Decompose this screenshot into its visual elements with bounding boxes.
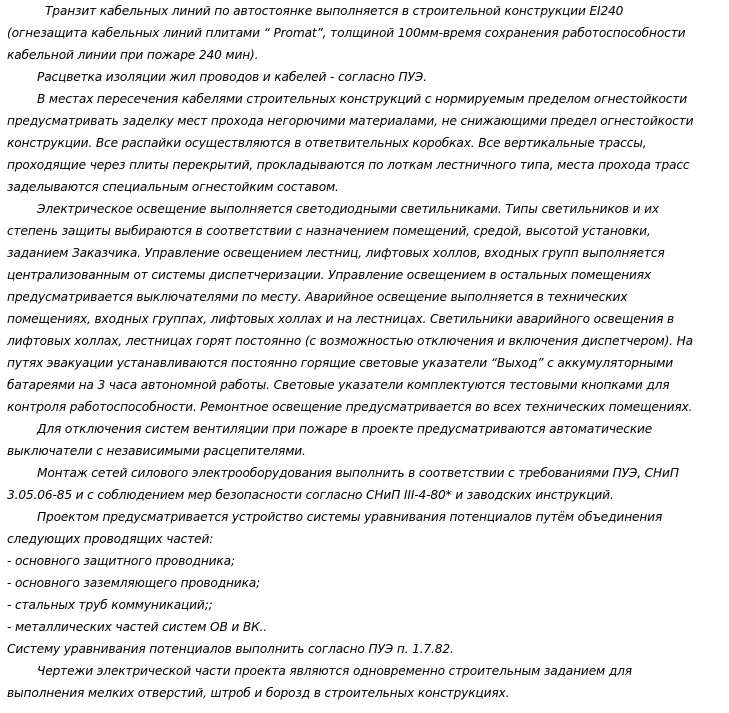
- text-line: помещениях, входных группах, лифтовых холлах и на лестницах. Светильники аварийного освещения в: [7, 312, 675, 326]
- list-item: - стальных труб коммуникаций;;: [7, 598, 213, 612]
- text-line: предусматривать заделку мест прохода негорючими материалами, не снижающими предел огнестойкости: [7, 114, 694, 128]
- text-line: конструкции. Все распайки осуществляются в ответвительных коробках. Все вертикальные трассы,: [7, 136, 647, 150]
- text-line: Транзит кабельных линий по автостоянке выполняется в строительной конструкции EI240: [45, 4, 624, 18]
- text-line: Чертежи электрической части проекта являются одновременно строительным заданием для: [37, 664, 632, 678]
- text-line: заданием Заказчика. Управление освещением лестниц, лифтовых холлов, входных групп выполняется: [7, 246, 665, 260]
- text-line: Для отключения систем вентиляции при пожаре в проекте предусматриваются автоматические: [37, 422, 653, 436]
- text-line: Систему уравнивания потенциалов выполнить согласно ПУЭ п. 1.7.82.: [7, 642, 454, 656]
- text-line: заделываются специальным огнестойким составом.: [7, 180, 339, 194]
- text-line: контроля работоспособности. Ремонтное освещение предусматривается во всех технических помещениях.: [7, 400, 693, 414]
- text-line: следующих проводящих частей:: [7, 532, 214, 546]
- text-line: лифтовых холлах, лестницах горят постоянно (с возможностью отключения и включения диспетчером). На: [7, 334, 693, 348]
- text-line: Расцветка изоляции жил проводов и кабелей - согласно ПУЭ.: [37, 70, 427, 84]
- text-line: Монтаж сетей силового электрооборудования выполнить в соответствии с требованиями ПУЭ, СНиП: [37, 466, 679, 480]
- text-line: степень защиты выбираются в соответствии с назначением помещений, средой, высотой установки,: [7, 224, 651, 238]
- text-line: батареями на 3 часа автономной работы. Световые указатели комплектуются тестовыми кнопками для: [7, 378, 670, 392]
- text-line: Электрическое освещение выполняется светодиодными светильниками. Типы светильников и их: [37, 202, 659, 216]
- text-line: путях эвакуации устанавливаются постоянно горящие световые указатели “Выход” с аккумуляторными: [7, 356, 674, 370]
- text-line: Проектом предусматривается устройство системы уравнивания потенциалов путём объединения: [37, 510, 663, 524]
- text-line: кабельной линии при пожаре 240 мин).: [7, 48, 259, 62]
- list-item: - основного заземляющего проводника;: [7, 576, 261, 590]
- text-line: выключатели с независимыми расцепителями.: [7, 444, 306, 458]
- text-line: 3.05.06-85 и с соблюдением мер безопасности согласно СНиП III-4-80* и заводских инструкций.: [7, 488, 614, 502]
- text-line: (огнезащита кабельных линий плитами “ Promat”, толщиной 100мм-время сохранения работоспособности: [7, 26, 686, 40]
- text-line: выполнения мелких отверстий, штроб и борозд в строительных конструкциях.: [7, 686, 510, 700]
- list-item: - основного защитного проводника;: [7, 554, 235, 568]
- list-item: - металлических частей систем ОВ и ВК..: [7, 620, 268, 634]
- text-line: предусматривается выключателями по месту. Аварийное освещение выполняется в технических: [7, 290, 628, 304]
- text-line: централизованным от системы диспетчеризации. Управление освещением в остальных помещениях: [7, 268, 652, 282]
- text-line: проходящие через плиты перекрытий, прокладываются по лоткам лестничного типа, места прохода трасс: [7, 158, 690, 172]
- text-line: В местах пересечения кабелями строительных конструкций с нормируемым пределом огнестойкости: [37, 92, 688, 106]
